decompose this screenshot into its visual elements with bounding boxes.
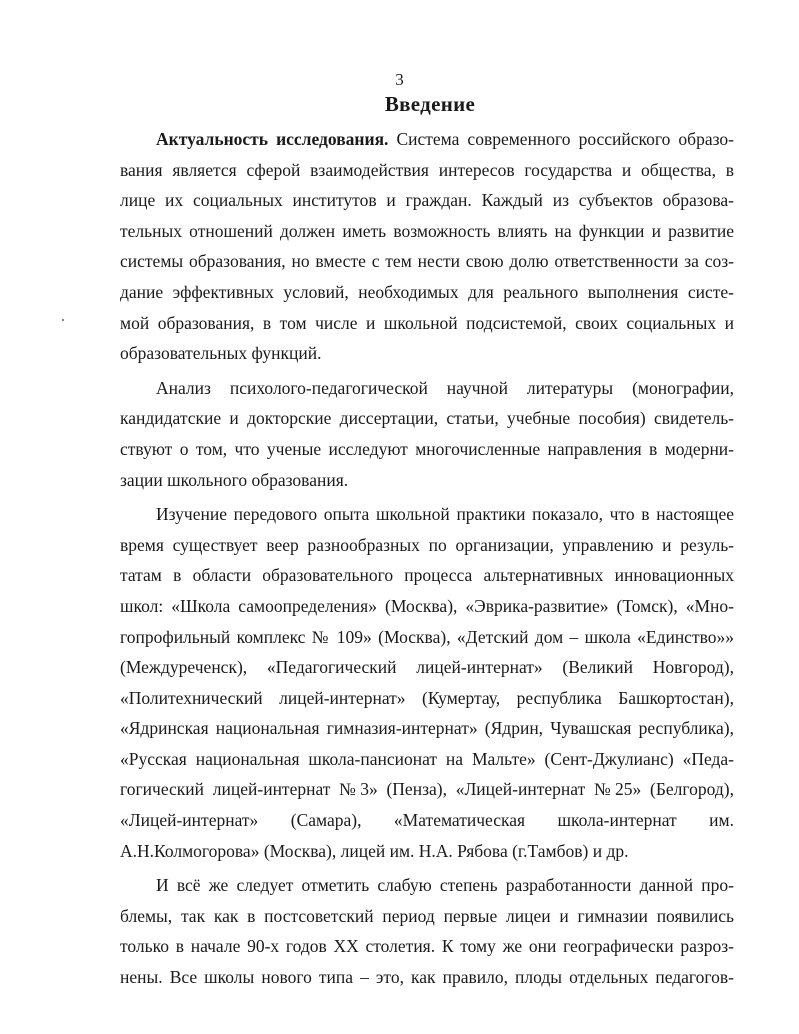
paragraph-1-line-1 — [120, 124, 734, 155]
text-line: дание эффективных условий, необходимых для реального выполнения систе- — [120, 281, 734, 302]
text-line: Анализ психолого-педагогической научной литературы (монографии, — [156, 377, 734, 398]
text-line: только в начале 90-х годов XX столетия. К тому же они географически разроз- — [120, 936, 734, 957]
text-line: А.Н.Колмогорова» (Москва), лицей им. Н.А. Рябова (г.Тамбов) и др. — [120, 840, 629, 861]
text-line: системы образования, но вместе с тем нести свою долю ответственности за соз- — [120, 251, 734, 272]
page-number: 3 — [395, 70, 404, 89]
text-line: (Междуреченск), «Педагогический лицей-интернат» (Великий Новгород), — [120, 657, 734, 678]
text-line: «Политехнический лицей-интернат» (Кумертау, республика Башкортостан), — [120, 687, 734, 708]
text-line: мой образования, в том числе и школьной подсистемой, своих социальных и — [120, 312, 734, 333]
text-line: «Русская национальная школа-пансионат на Мальте» (Сент-Джулианс) «Педа- — [120, 748, 734, 769]
body-text — [120, 124, 734, 993]
text-line: татам в области образовательного процесса альтернативных инновационных — [120, 565, 734, 586]
text-line: ствуют о том, что ученые исследуют многочисленные направления в модерни- — [120, 438, 734, 459]
text-line: «Лицей-интернат» (Самара), «Математическая школа-интернат им. — [120, 810, 734, 831]
text-line: «Ядринская национальная гимназия-интернат» (Ядрин, Чувашская республика), — [120, 718, 734, 739]
text-line: нены. Все школы нового типа – это, как правило, плоды отдельных педагогов- — [120, 967, 734, 988]
scan-artifact-dot — [62, 319, 64, 321]
section-lead: Актуальность исследования. — [156, 129, 389, 149]
text-line: блемы, так как в постсоветский период первые лицеи и гимназии появились — [120, 905, 734, 926]
text-line: зации школьного образования. — [120, 469, 349, 490]
text-line: время существует веер разнообразных по организации, управлению и резуль- — [120, 534, 734, 555]
text-line: вания является сферой взаимодействия интересов государства и общества, в — [120, 159, 734, 180]
text-line: Система современного российского образо- — [388, 129, 734, 149]
text-line: гогический лицей-интернат №3» (Пенза), «Лицей-интернат №25» (Белгород), — [120, 779, 734, 800]
text-line: кандидатские и докторские диссертации, статьи, учебные пособия) свидетель- — [120, 408, 734, 429]
text-line: лице их социальных институтов и граждан. Каждый из субъектов образова- — [120, 190, 734, 211]
page-title: Введение — [384, 92, 476, 116]
text-line: школ: «Школа самоопределения» (Москва), «Эврика-развитие» (Томск), «Мно- — [120, 595, 734, 616]
text-line: тельных отношений должен иметь возможность влиять на функции и развитие — [120, 220, 734, 241]
text-line: И всё же следует отметить слабую степень разработанности данной про- — [156, 875, 734, 896]
text-line: образовательных функций. — [120, 343, 322, 364]
text-line: Изучение передового опыта школьной практики показало, что в настоящее — [156, 504, 734, 525]
text-line: гопрофильный комплекс № 109» (Москва), «Детский дом – школа «Единство»» — [120, 626, 734, 647]
